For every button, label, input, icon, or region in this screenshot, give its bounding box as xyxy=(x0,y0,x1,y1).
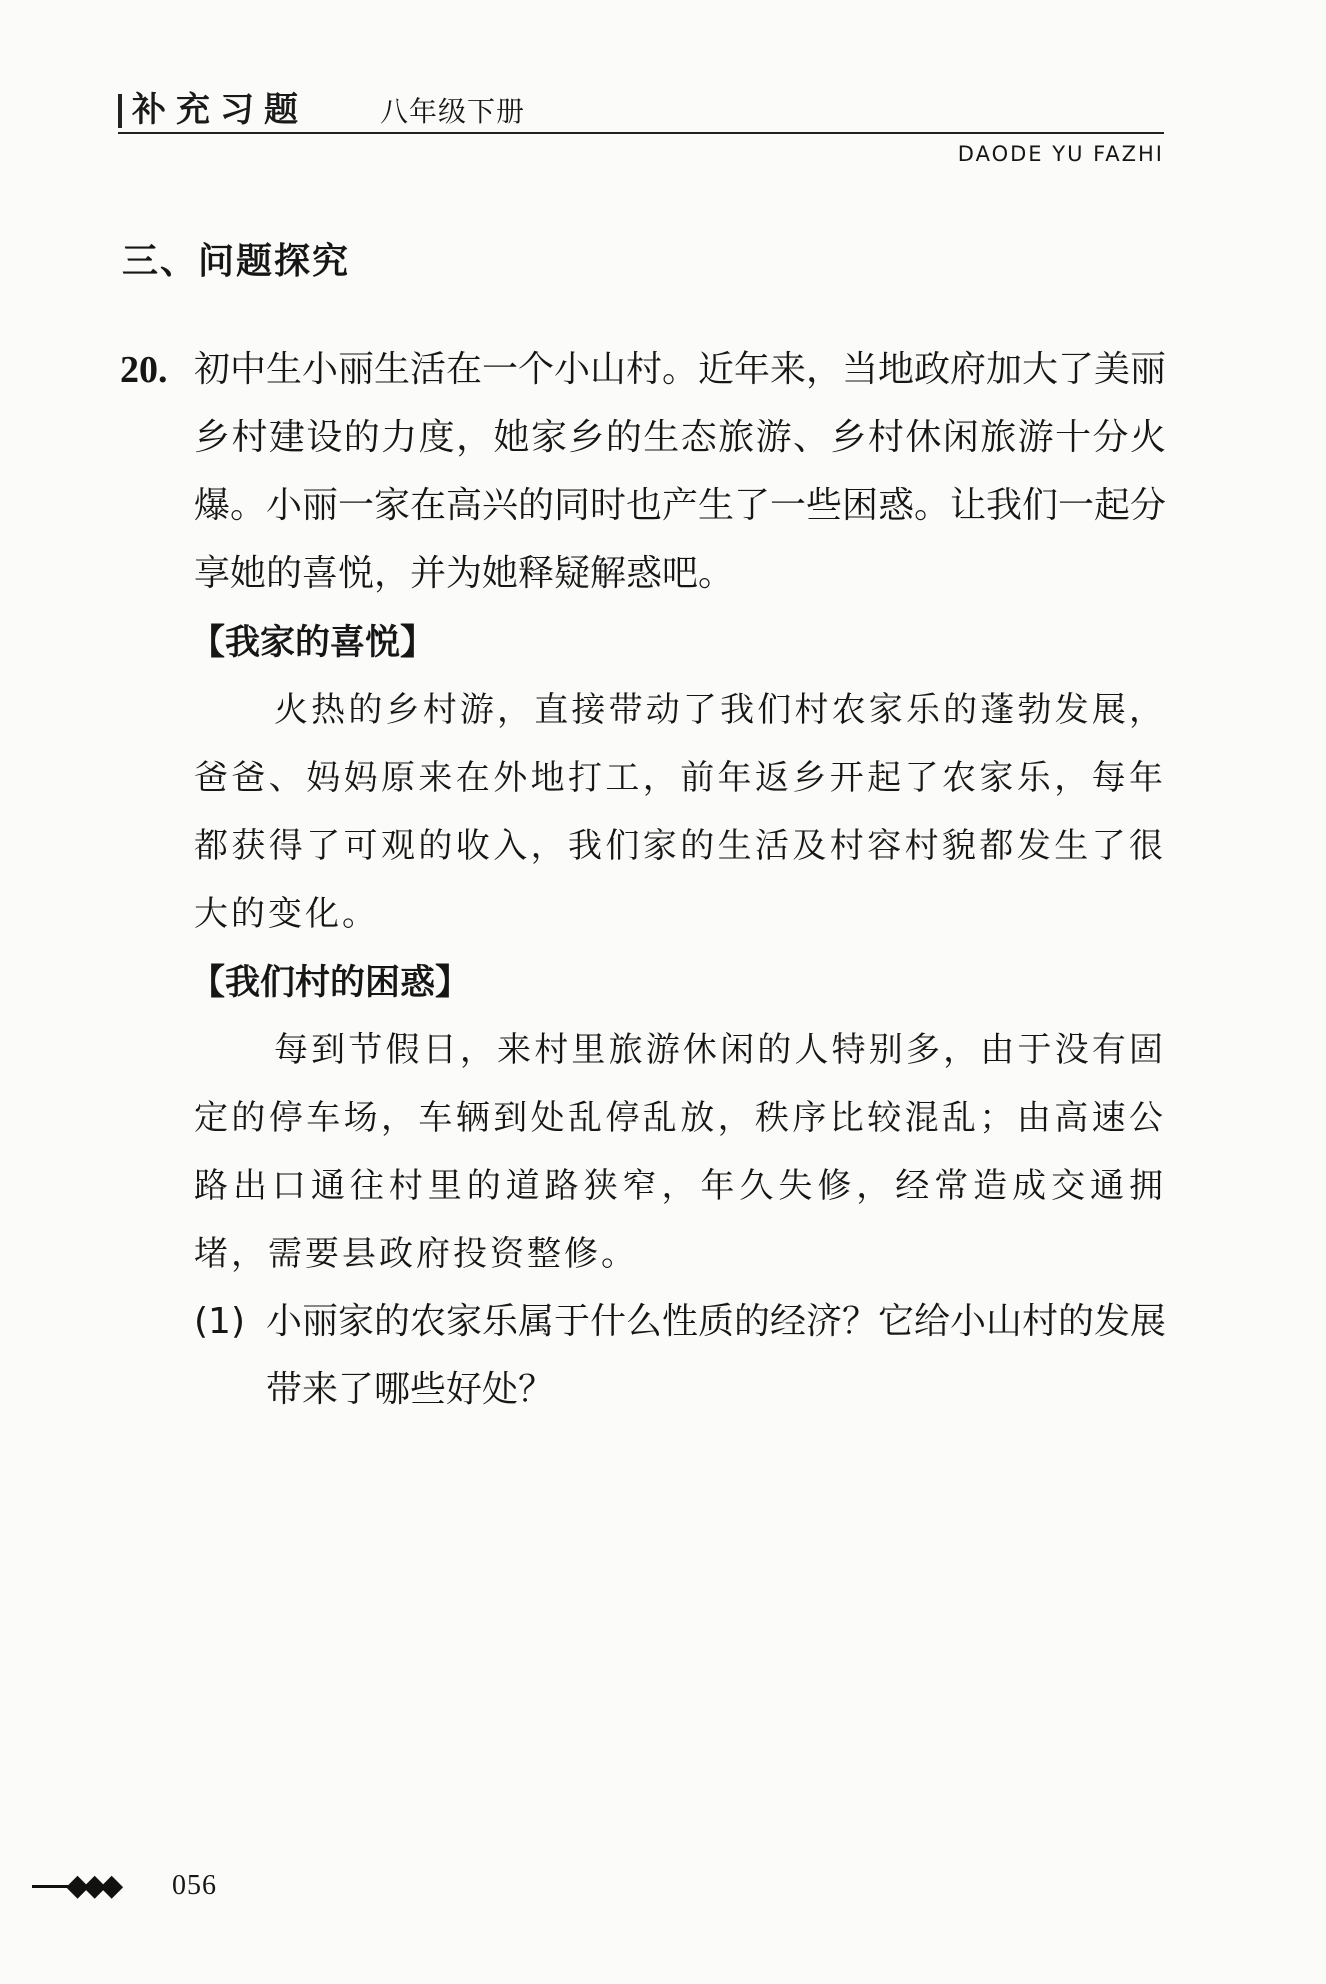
page-footer xyxy=(32,1866,332,1906)
subquestion-number: (1) xyxy=(194,1301,245,1342)
grade-label: 八年级下册 xyxy=(380,95,526,128)
question-number: 20. xyxy=(120,349,168,391)
section-title: 三、问题探究 xyxy=(122,241,351,282)
header-rule xyxy=(118,132,1164,134)
block-title-joy: 【我家的喜悦】 xyxy=(190,623,436,663)
subquestion-1 xyxy=(194,1288,1166,1424)
series-title: 补充习题 xyxy=(132,90,308,130)
footer-line xyxy=(32,1885,68,1888)
diamond-ornament-icon: ◆◆◆ xyxy=(66,1868,118,1903)
question-20 xyxy=(120,336,1166,1424)
page-number: 056 xyxy=(172,1870,217,1901)
header-left-bar xyxy=(118,94,122,128)
subquestion-text: 小丽家的农家乐属于什么性质的经济？它给小山村的发展带来了哪些好处？ xyxy=(266,1301,1167,1410)
block-body-confusion: 每到节假日，来村里旅游休闲的人特别多，由于没有固定的停车场，车辆到处乱停乱放，秩序比较混乱；由高速公路出口通往村里的道路狭窄，年久失修，经常造成交通拥堵，需要县政府投资整修。 xyxy=(194,1030,1166,1274)
question-stem: 初中生小丽生活在一个小山村。近年来，当地政府加大了美丽乡村建设的力度，她家乡的生态旅游、乡村休闲旅游十分火爆。小丽一家在高兴的同时也产生了一些困惑。让我们一起分享她的喜悦，并为她释疑解惑吧。 xyxy=(194,349,1167,594)
subject-latin-label: DAODE YU FAZHI xyxy=(957,142,1164,166)
block-body-joy: 火热的乡村游，直接带动了我们村农家乐的蓬勃发展，爸爸、妈妈原来在外地打工，前年返乡开起了农家乐，每年都获得了可观的收入，我们家的生活及村容村貌都发生了很大的变化。 xyxy=(194,690,1166,934)
page-header xyxy=(118,88,1164,220)
block-title-confusion: 【我们村的困惑】 xyxy=(190,963,471,1003)
